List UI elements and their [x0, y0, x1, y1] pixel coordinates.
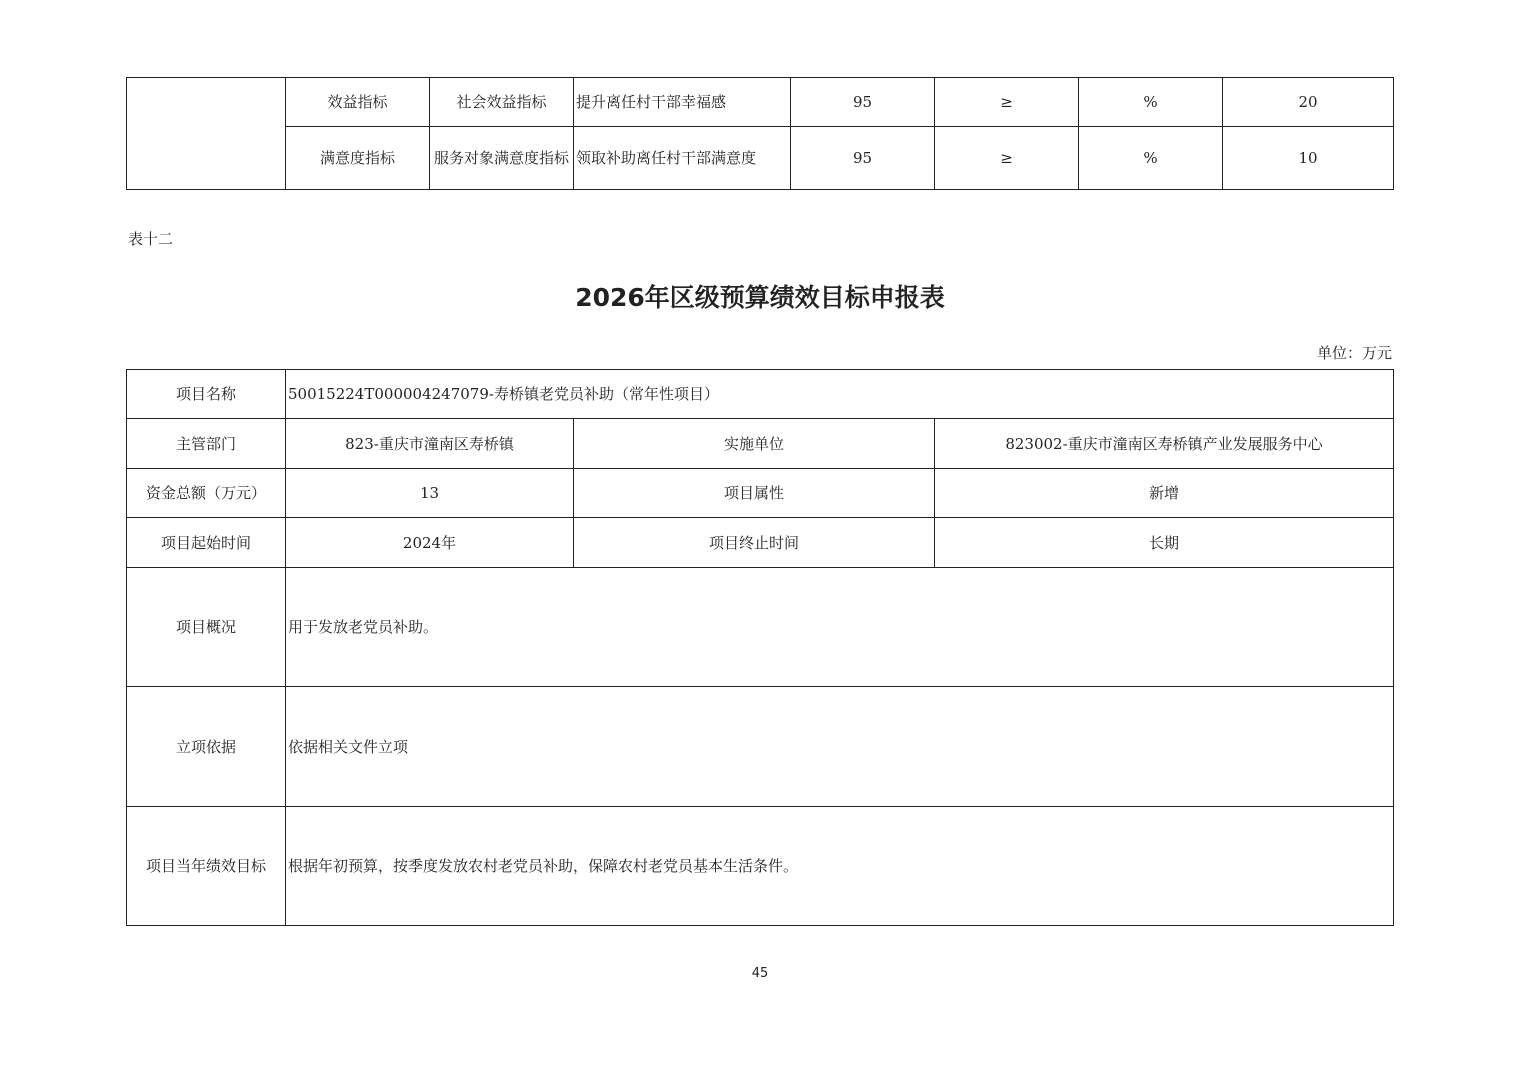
- end-time-value: 长期: [935, 518, 1394, 568]
- project-name-label: 项目名称: [127, 370, 286, 419]
- category-cell: 满意度指标: [286, 127, 430, 190]
- indicator-cell: 领取补助离任村干部满意度: [574, 127, 791, 190]
- implementer-value: 823002-重庆市潼南区寿桥镇产业发展服务中心: [935, 419, 1394, 469]
- project-attr-label: 项目属性: [574, 469, 935, 518]
- value-cell: 95: [791, 78, 935, 127]
- page-number: 45: [751, 966, 769, 981]
- department-value: 823-重庆市潼南区寿桥镇: [286, 419, 574, 469]
- table-row: [127, 78, 1394, 127]
- total-funds-value: 13: [286, 469, 574, 518]
- project-name-value: 50015224T000004247079-寿桥镇老党员补助（常年性项目）: [286, 370, 1394, 419]
- indicator-cell: 提升离任村干部幸福感: [574, 78, 791, 127]
- category-cell: 效益指标: [286, 78, 430, 127]
- indicator-table-continued: [126, 77, 1394, 190]
- end-time-label: 项目终止时间: [574, 518, 935, 568]
- sub-category-cell: 服务对象满意度指标: [430, 127, 574, 190]
- operator-cell: ≥: [935, 78, 1079, 127]
- table-row: [127, 370, 1394, 419]
- weight-cell: 20: [1223, 78, 1394, 127]
- value-cell: 95: [791, 127, 935, 190]
- start-time-label: 项目起始时间: [127, 518, 286, 568]
- operator-cell: ≥: [935, 127, 1079, 190]
- weight-cell: 10: [1223, 127, 1394, 190]
- implementer-label: 实施单位: [574, 419, 935, 469]
- overview-value: 用于发放老党员补助。: [286, 568, 1394, 687]
- department-label: 主管部门: [127, 419, 286, 469]
- basis-value: 依据相关文件立项: [286, 687, 1394, 807]
- budget-form-table: [126, 369, 1394, 926]
- sub-category-cell: 社会效益指标: [430, 78, 574, 127]
- table-caption: 表十二: [128, 230, 174, 248]
- page-title: 2026年区级预算绩效目标申报表: [575, 283, 945, 312]
- unit-label: 单位：万元: [1316, 344, 1392, 362]
- table-row: [127, 687, 1394, 807]
- unit-cell: %: [1079, 127, 1223, 190]
- table-row: [127, 469, 1394, 518]
- table-row: [127, 807, 1394, 926]
- overview-label: 项目概况: [127, 568, 286, 687]
- empty-cell: [127, 78, 286, 190]
- goal-label: 项目当年绩效目标: [127, 807, 286, 926]
- basis-label: 立项依据: [127, 687, 286, 807]
- table-row: [127, 518, 1394, 568]
- unit-cell: %: [1079, 78, 1223, 127]
- project-attr-value: 新增: [935, 469, 1394, 518]
- start-time-value: 2024年: [286, 518, 574, 568]
- goal-value: 根据年初预算，按季度发放农村老党员补助，保障农村老党员基本生活条件。: [286, 807, 1394, 926]
- table-row: [127, 568, 1394, 687]
- table-row: [127, 419, 1394, 469]
- table-row: [127, 127, 1394, 190]
- total-funds-label: 资金总额（万元）: [127, 469, 286, 518]
